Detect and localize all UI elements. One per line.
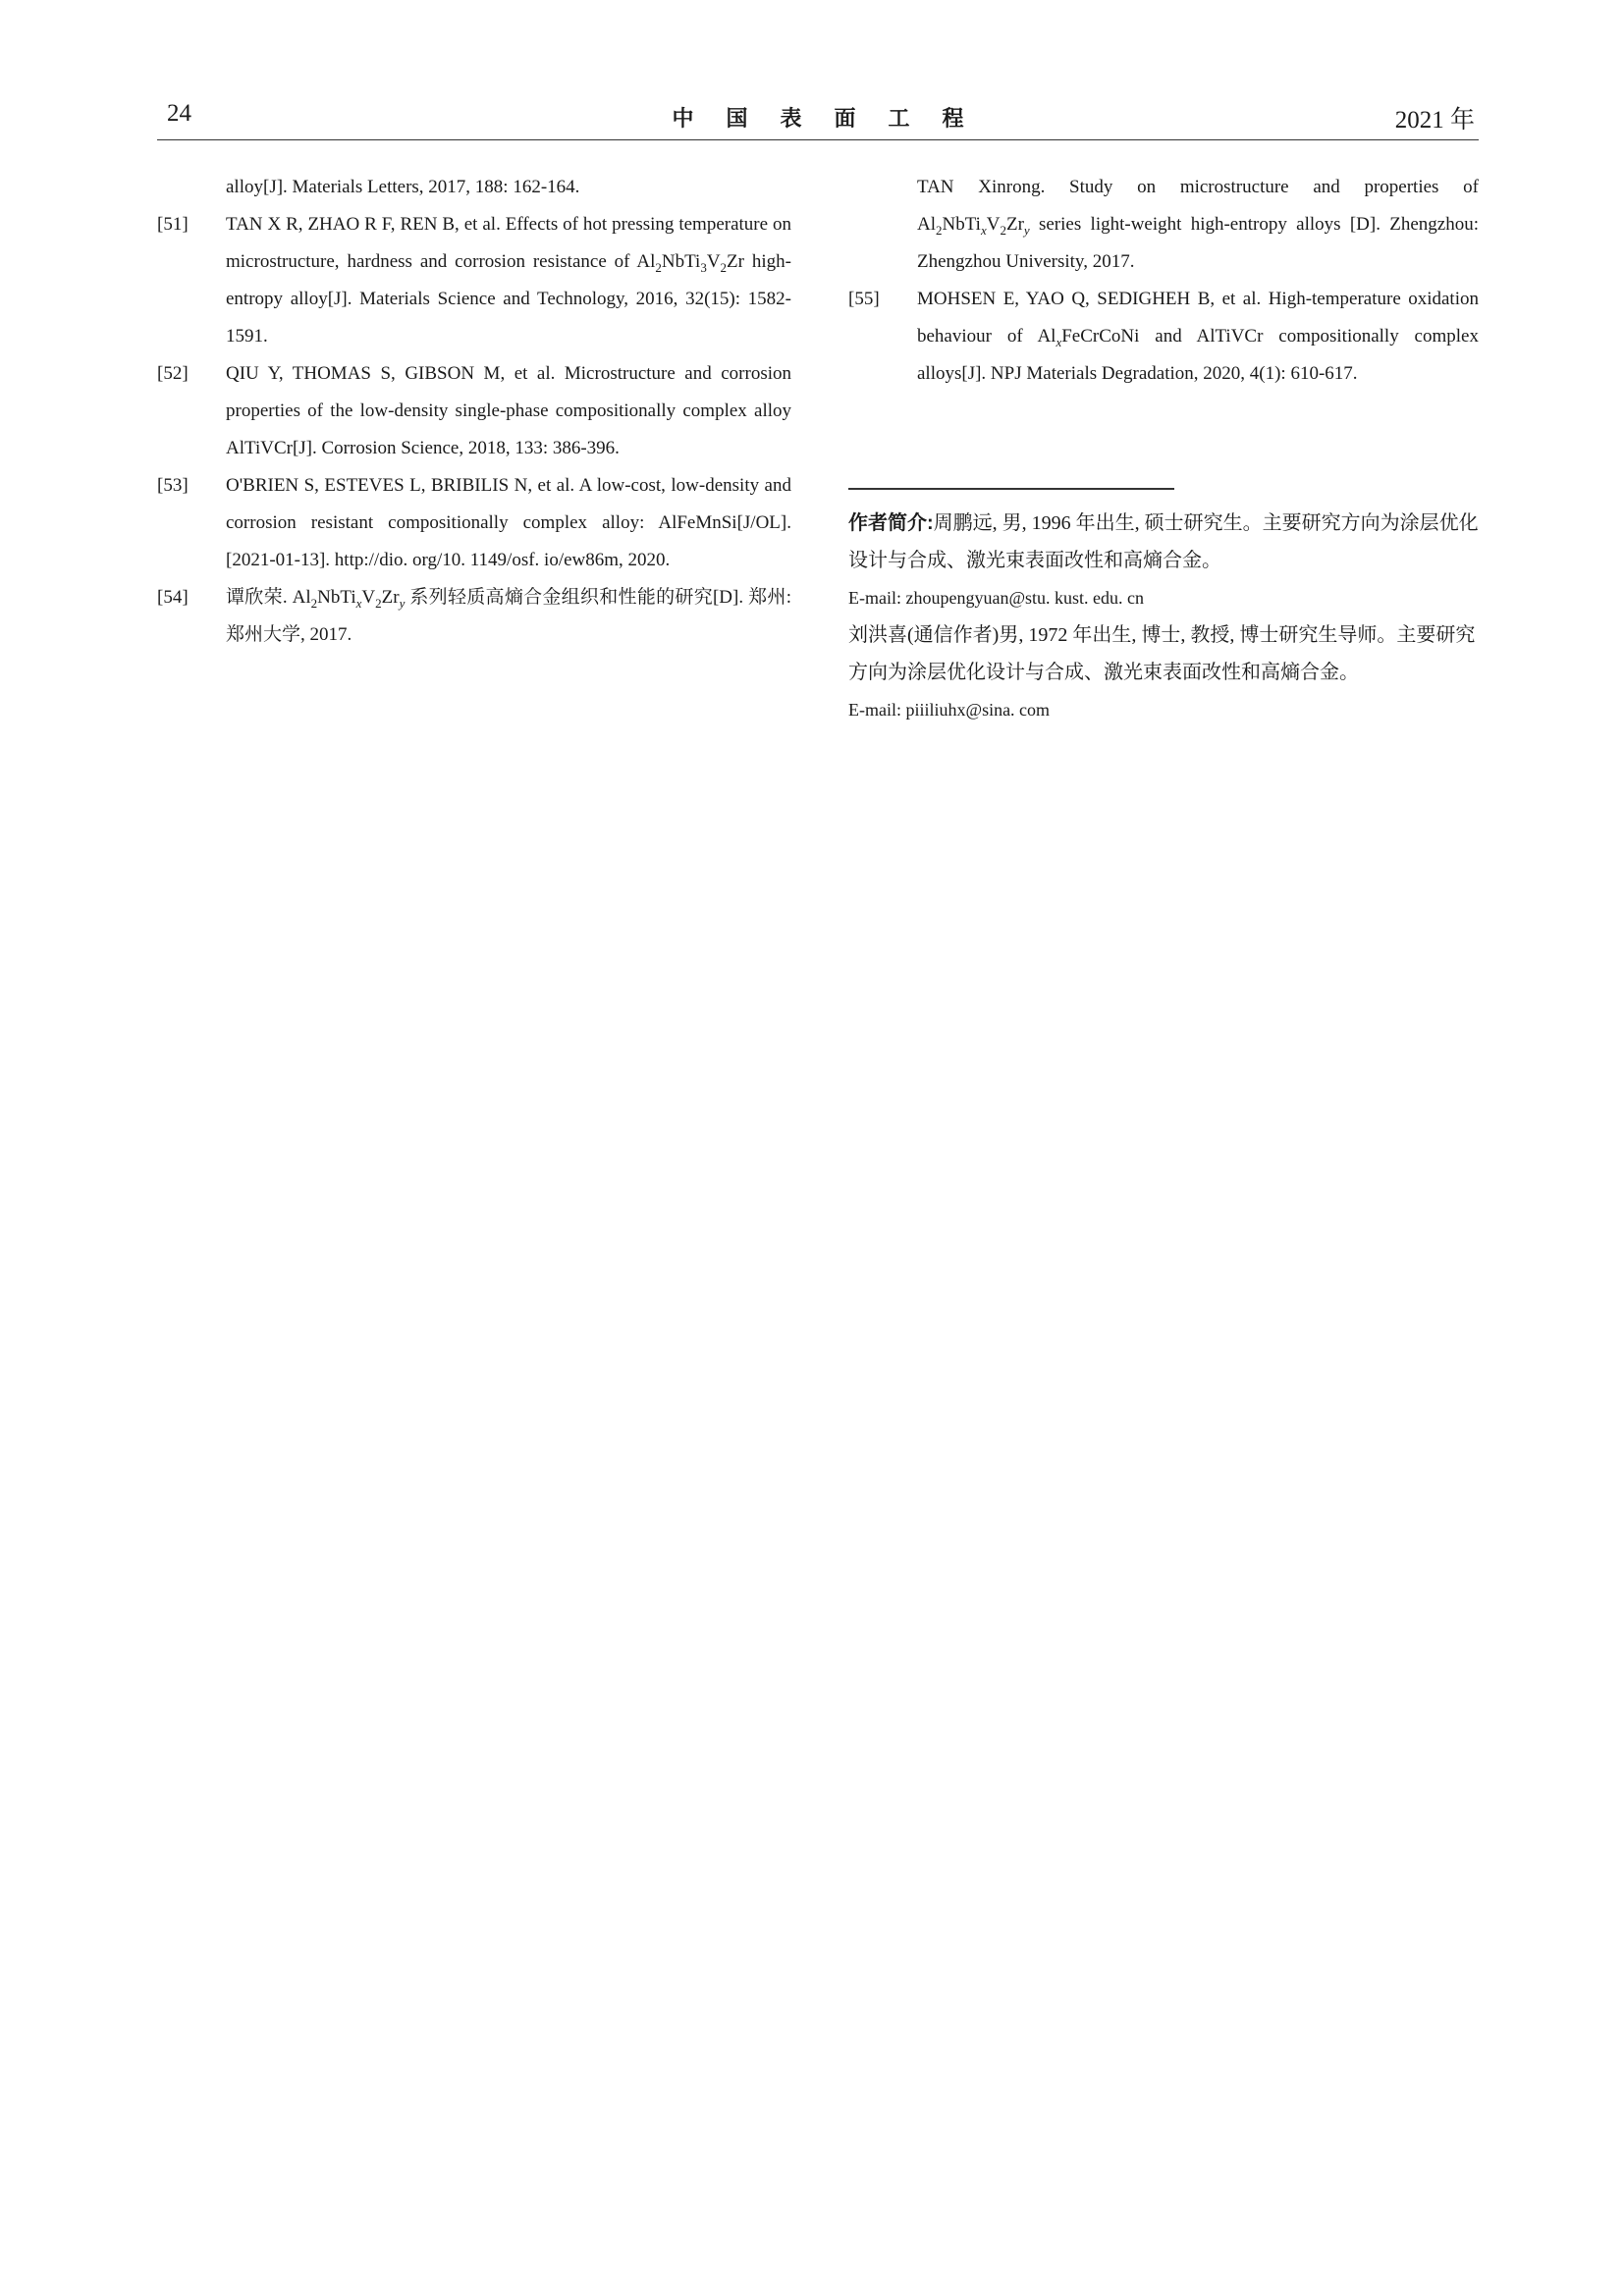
reference-number: [55] [848,289,880,309]
author-bio [848,505,1479,728]
references-right-column [848,169,1479,393]
journal-title: 中国表面工程 [672,106,997,131]
page-number: 24 [167,100,191,127]
reference-50-continuation: alloy[J]. Materials Letters, 2017, 188: 162-164. [226,177,580,197]
reference-53: [53] O'BRIEN S, ESTEVES L, BRIBILIS N, et al. A low-cost, low-density and corrosion resistant compositionally complex alloy: AlFeMnSi[J/OL]. [2021-01-13]. http://dio. org/10. 1149/osf. io/ew86m, 2020. [157,467,791,579]
reference-54: [54] 谭欣荣. $Al_2NbTi_xV_2Zr_y$ 系列轻质高熵合金组织和性能的研究[D]. 郑州: 郑州大学, 2017. [157,579,791,654]
author-1-email: E-mail: zhoupengyuan@stu. kust. edu. cn [848,588,1145,608]
author-1-bio: 周鹏远, 男, 1996 年出生, 硕士研究生。主要研究方向为涂层优化设计与合成、激光束表面改性和高熵合金。 [848,512,1479,571]
reference-number: [51] [157,214,189,235]
reference-52: [52] QIU Y, THOMAS S, GIBSON M, et al. Microstructure and corrosion properties of the low-density single-phase compositionally complex alloy AlTiVCr[J]. Corrosion Science, 2018, 133: 386-396. [157,355,791,467]
author-2-email: E-mail: piiiliuhx@sina. com [848,700,1051,720]
reference-54-continuation: TAN Xinrong. Study on microstructure and properties of $Al_2NbTi_xV_2Zr_y$ series light-weight high-entropy alloys [D]. Zhengzhou: Zhengzhou University, 2017. [917,177,1479,272]
reference-number: [54] [157,587,189,608]
reference-number: [53] [157,475,189,496]
page-header [157,98,1479,140]
reference-51: [51] TAN X R, ZHAO R F, REN B, et al. Effects of hot pressing temperature on microstructure, hardness and corrosion resistance of $Al_2NbTi_3V_2Zr$ high-entropy alloy[J]. Materials Science and Technology, 2016, 32(15): 1582-1591. [157,206,791,355]
author-bio-label: 作者简介: [848,512,934,534]
reference-55: [55] MOHSEN E, YAO Q, SEDIGHEH B, et al. High-temperature oxidation behaviour of $Al_xFeCrCoNi$ and AlTiVCr compositionally complex alloys[J]. NPJ Materials Degradation, 2020, 4(1): 610-617. [848,281,1479,393]
references-left-column [157,169,791,654]
author-2-bio: 刘洪喜(通信作者)男, 1972 年出生, 博士, 教授, 博士研究生导师。主要研究方向为涂层优化设计与合成、激光束表面改性和高熵合金。 [848,624,1476,683]
reference-number: [52] [157,363,189,384]
publication-year: 2021 年 [1394,107,1475,133]
footnote-divider [848,488,1174,490]
